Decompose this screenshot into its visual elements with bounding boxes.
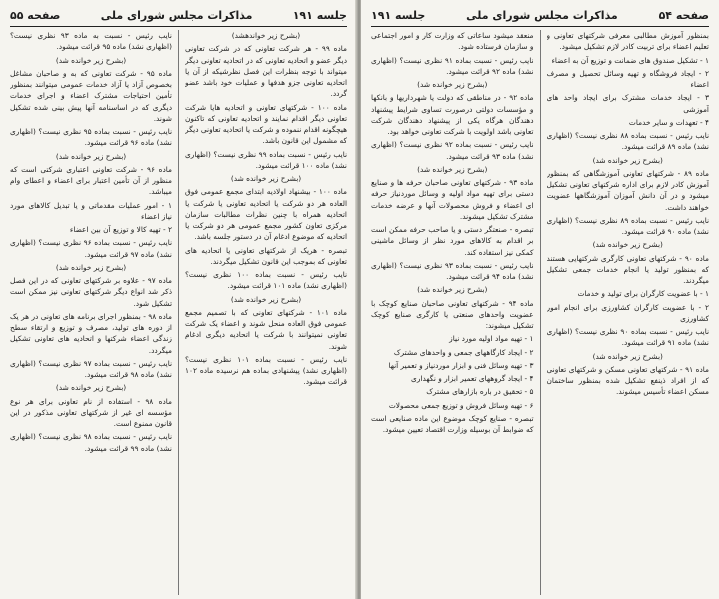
text-paragraph: (بشرح زیر خوانده شد): [592, 240, 663, 250]
text-paragraph: تبصره - صنعتگر دستی و یا صاحب حرفه ممکن است بر اقدام به کالاهای مورد نظر از وسائل ماشینی کمکی نیز استفاده کند.: [371, 225, 534, 257]
text-paragraph: نایب رئیس - نسبت بماده ۹۵ نظری نیست؟ (اظهاری نشد) ماده ۹۶ قرائت میشود.: [10, 127, 172, 148]
text-paragraph: ۱ - تهیه مواد اولیه مورد نیاز: [449, 334, 534, 344]
text-paragraph: (بشرح زیر خوانده شد): [55, 151, 127, 161]
left-page-header: [10, 4, 347, 27]
text-paragraph: (بشرح زیر خواندهشد): [231, 31, 301, 40]
text-paragraph: نایب رئیس - نسبت بماده ۹۸ نظری نیست؟ (اظهاری نشد) ماده ۹۹ قرائت میشود.: [10, 432, 172, 453]
text-paragraph: ۱ - امور عملیات مقدماتی و یا تبدیل کالاهای مورد نیاز اعضاء: [10, 200, 172, 221]
text-paragraph: ماده ۹۸ - استفاده از نام تعاونی برای هر نوع مؤسسه ای غیر از شرکتهای تعاونی مذکور در این قانون ممنوع است.: [10, 396, 172, 428]
text-paragraph: ۲ - با عضویت کارگران کشاورزی برای انجام امور کشاورزی: [546, 302, 709, 323]
left-page-right-column: [185, 30, 347, 595]
text-paragraph: نایب رئیس - نسبت بماده ۹۲ نظری نیست؟ (اظهاری نشد) ماده ۹۳ قرائت میشود.: [371, 140, 534, 161]
text-paragraph: ۳ - ایجاد خدمات مشترک برای ایجاد واحد های آموزشی: [546, 93, 709, 114]
right-page-column-rule: [540, 30, 541, 595]
text-paragraph: بمنظور آموزش مطالبی معرفی شرکتهای تعاونی و تعلیم اعضاء برای تربیت کادر لازم تشکیل میشود.: [546, 31, 709, 52]
text-paragraph: نایب رئیس - نسبت بماده ۹۶ نظری نیست؟ (اظهاری نشد) ماده ۹۷ قرائت میشود.: [10, 238, 172, 259]
text-paragraph: نایب رئیس - نسبت بماده ۹۷ نظری نیست؟ (اظهاری نشد) ماده ۹۸ قرائت میشود.: [10, 358, 172, 379]
text-paragraph: ماده ۹۶ - شرکت تعاونی اعتباری شرکتی است که منظور از آن تأمین اعتبار برای اعضاء و اعطای وام میباشد.: [10, 164, 172, 197]
text-paragraph: تبصره - صنایع کوچک موضوع این ماده صنایعی است که ضوابط آن بوسیله وزارت اقتصاد تعیین میشود.: [371, 413, 534, 434]
text-paragraph: ۳ - تهیه وسائل فنی و ابزار موردنیاز و تعمیر آنها: [388, 360, 534, 370]
text-paragraph: ۲ - تهیه کالا و توزیع آن بین اعضاء: [69, 225, 172, 234]
text-paragraph: (بشرح زیر خوانده شد): [55, 262, 127, 272]
text-paragraph: (بشرح زیر خوانده شد): [230, 294, 302, 304]
text-paragraph: ماده ۹۰ - شرکتهای تعاونی کارگری شرکتهایی هستند که بمنظور تولید یا انجام خدمات جمعی تشکیل میگردند.: [546, 253, 709, 285]
text-paragraph: (بشرح زیر خوانده شد): [417, 285, 488, 295]
text-paragraph: نایب رئیس - نسبت بماده ۹۹ نظری نیست؟ (اظهاری نشد) ماده ۱۰۰ قرائت میشود.: [185, 149, 347, 170]
right-page-session: جلسه ۱۹۱: [371, 8, 426, 22]
text-paragraph: نایب رئیس - نسبت بماده ۸۸ نظری نیست؟ (اظهاری نشد) ماده ۸۹ قرائت میشود.: [546, 131, 709, 152]
text-paragraph: ۲ - ایجاد کارگاههای جمعی و واحدهای مشترک: [393, 347, 534, 357]
text-paragraph: نایب رئیس - نسبت بماده ۹۳ نظری نیست؟ (اظهاری نشد) ماده ۹۴ قرائت میشود.: [371, 260, 534, 281]
text-paragraph: نایب رئیس - نسبت بماده ۱۰۱ نظری نیست؟ (اظهاری نشد) پیشنهادی بماده هم نرسیده ماده ۱۰۲ قرائت میشود.: [185, 354, 347, 387]
text-paragraph: نایب رئیس - نسبت بماده ۹۱ نظری نیست؟ (اظهاری نشد) ماده ۹۲ قرائت میشود.: [371, 55, 534, 76]
text-paragraph: ماده ۹۴ - شرکتهای تعاونی صاحبان صنایع کوچک با عضویت واحدهای صنعتی یا کارگری صنایع کوچک تشکیل میشوند:: [371, 298, 534, 330]
left-page-title: مذاکرات مجلس شورای ملی: [100, 8, 253, 22]
right-page-header: [371, 4, 709, 27]
text-paragraph: (بشرح زیر خوانده شد): [55, 383, 127, 393]
text-paragraph: (بشرح زیر خوانده شد): [592, 351, 663, 361]
left-page: [0, 0, 357, 599]
left-page-column-rule: [178, 30, 179, 595]
text-paragraph: ماده ۹۲ - در مناطقی که دولت یا شهرداریها و بانکها و مؤسسات دولتی درصورت تساوی شرایط پیشنهاد دهندگان هرگاه یکی از پیشنهاد دهندگان شرکت تعاونی باشد اولویت با شرکت تعاونی خواهد بود.: [371, 93, 534, 136]
left-page-columns: [10, 30, 347, 595]
text-paragraph: ۶ - تهیه وسائل فروش و توزیع جمعی محصولات: [388, 400, 534, 410]
text-paragraph: نایب رئیس - نسبت به ماده ۹۳ نظری نیست؟ (اظهاری نشد) ماده ۹۵ قرائت میشود.: [10, 31, 172, 52]
left-page-number: صفحه ۵۵: [10, 8, 61, 22]
text-paragraph: تبصره - هریک از شرکتهای تعاونی یا اتحادیه های تعاونی که بموجب این قانون تشکیل میگردند.: [185, 245, 347, 266]
right-page-columns: [371, 30, 709, 595]
text-paragraph: ۱ - با عضویت کارگران برای تولید و خدمات: [577, 289, 709, 299]
text-paragraph: ۲ - ایجاد فروشگاه و تهیه وسائل تحصیل و مصرف اعضاء: [546, 68, 709, 89]
right-page-left-column: [371, 30, 534, 595]
left-page-left-column: [10, 30, 172, 595]
text-paragraph: ماده ۹۹ - هر شرکت تعاونی که در شرکت تعاونی دیگر عضو و اتحادیه تعاونی که در اتحادیه تعاونی دیگر میتواند با توجه بنظرات این فصل نظرشیکه از آن یا اتحادیه تعاونی جزو هدفها و عملیات خود باشد عضو گردد.: [185, 44, 347, 99]
right-page: [361, 0, 719, 599]
right-page-number: صفحه ۵۴: [658, 8, 709, 22]
text-paragraph: ۴ - ایجاد گروههای تعمیر ابزار و نگهداری: [411, 374, 534, 383]
text-paragraph: منعقد میشود ساعاتی که وزارت کار و امور اجتماعی و سازمان فرستاده شود.: [371, 31, 534, 52]
right-page-right-column: [547, 30, 710, 595]
text-paragraph: ماده ۹۳ - شرکتهای تعاونی صاحبان حرفه ها و صنایع دستی برای تهیه مواد اولیه و وسائل موردنیاز حرفه ای اعضاء و فروش محصولات آنها و عرضه خدمات مشترک تشکیل میشوند.: [371, 178, 534, 221]
text-paragraph: (بشرح زیر خوانده شد): [230, 174, 302, 183]
text-paragraph: نایب رئیس - نسبت بماده ۹۰ نظری نیست؟ (اظهاری نشد) ماده ۹۱ قرائت میشود.: [546, 327, 709, 348]
text-paragraph: ۴ - تعهدات و سایر خدمات: [628, 117, 709, 127]
text-paragraph: ماده ۱۰۱ - شرکتهای تعاونی که با تصمیم مجمع عمومی فوق العاده منحل شوند و اعضاء یک شرکت تعاونی نمیتوانند با شرکت یا اتحادیه دیگری ادغام شوند.: [185, 307, 347, 351]
text-paragraph: ماده ۹۵ - شرکت تعاونی که به و صاحبان مشاغل بخصوص آزاد یا آزاد خدمات عمومی میتوانند بمنظور تأمین احتیاجات مشترک اعضاء و اجرای خدمات دیگری که در اساسنامه آنها پیش بینی شده تشکیل شوند.: [10, 68, 172, 123]
text-paragraph: (بشرح زیر خوانده شد): [417, 80, 488, 89]
text-paragraph: ۵ - تحقیق در باره بازارهای مشترک: [426, 387, 534, 397]
text-paragraph: ماده ۱۰۰ - بیشنهاد اولادیه ابتدای مجمع عمومی فوق العاده هر دو شرکت یا اتحادیه تعاونی یا شرکت یا اتحادیه همراه با چنین نظرات مطالبات سازمان مرکزی تعاون کشور مجمع عمومی هر دو شرکت یا اتحادیه که موضوع ادغام آن در دستور جلسه باشد.: [185, 187, 347, 242]
left-page-session: جلسه ۱۹۱: [292, 8, 347, 22]
right-page-title: مذاکرات مجلس شورای ملی: [466, 8, 618, 22]
text-paragraph: (بشرح زیر خوانده شد): [55, 55, 127, 65]
text-paragraph: نایب رئیس - نسبت بماده ۱۰۰ نظری نیست؟ (اظهاری نشد) ماده ۱۰۱ قرائت میشود.: [185, 270, 347, 291]
text-paragraph: ماده ۸۹ - شرکتهای تعاونی آموزشگاهی که بمنظور آموزش کادر لازم برای اداره شرکتهای تعاونی تشکیل میشود و در آن دانش آموزان آموزشگاهها عضویت خواهند داشت.: [546, 168, 709, 212]
text-paragraph: (بشرح زیر خوانده شد): [592, 155, 663, 165]
text-paragraph: ماده ۹۱ - شرکتهای تعاونی مسکن و شرکتهای تعاونی که از افراد ذینفع تشکیل شده بمنظور ساختمان مسکن اعضاء تأسیس میشوند.: [546, 364, 709, 397]
text-paragraph: ماده ۹۸ - بمنظور اجرای برنامه های تعاونی در هر یک از دوره های تولید، مصرف و توزیع و ارتقاء سطح زندگی اعضاء شرکتها و اتحادیه های تعاونی تشکیل میگردد.: [10, 311, 172, 355]
text-paragraph: نایب رئیس - نسبت بماده ۸۹ نظری نیست؟ (اظهاری نشد) ماده ۹۰ قرائت میشود.: [546, 215, 709, 236]
text-paragraph: ماده ۹۷ - علاوه بر شرکتهای تعاونی که در این فصل ذکر شد انواع دیگر شرکتهای تعاونی نیز ممکن است تشکیل شود.: [10, 276, 172, 308]
text-paragraph: ماده ۱۰۰ - شرکتهای تعاونی و اتحادیه هایا شرکت تعاونی دیگر اقدام نمایند و اتحادیه تعاونی که تاکنون هیچگونه اقدام ننموده و شرکت یا اتحادیه تعاونی دیگر که مشمول این قانون باشد.: [185, 102, 347, 146]
text-paragraph: (بشرح زیر خوانده شد): [417, 164, 488, 174]
text-paragraph: ۱ - تشکیل صندوق های ضمانت و توزیع آن به اعضاء: [551, 55, 709, 65]
